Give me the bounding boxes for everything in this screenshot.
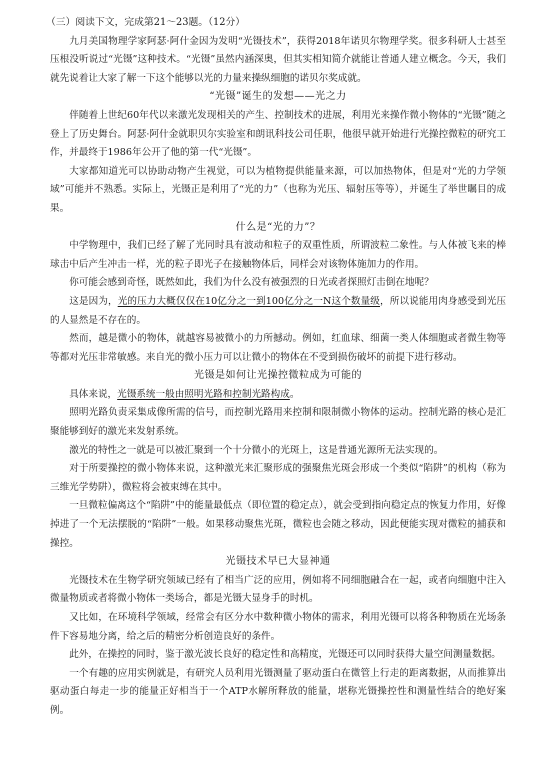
paragraph: 此外，在操控的同时，鉴于激光波长良好的稳定性和高精度，光镊还可以同时获得大量空间测量数据。 — [69, 649, 501, 661]
paragraph: 又比如，在环境科学领域，经常会有区分水中数种微小物体的需求，利用光镊可以将各种物质在光场条件下容易地分离，给之后的精密分析创造良好的条件。 — [50, 612, 506, 642]
paragraph — [50, 386, 506, 405]
paragraph: 光镊技术在生物学研究领域已经有了相当广泛的应用，例如将不同细胞融合在一起，或者向细胞中注入微量物质或者将微小物体一类场合，都是光镊大显身手的时机。 — [50, 574, 506, 605]
question-header: （三）阅读下文，完成第21～23题。（12分） — [46, 17, 246, 28]
paragraph: 照明光路负责采集成像所需的信号，而控制光路用来控制和限制微小物体的运动。控制光路的核心是汇聚能够到好的激光来发射系统。 — [50, 407, 506, 438]
section-heading: 光镊是如何让光操控微粒成为可能的 — [194, 370, 362, 382]
paragraph: 激光的特性之一就是可以被汇聚到一个十分微小的光斑上，这是普通光源所无法实现的。 — [69, 444, 444, 456]
paragraph: 然而，越是微小的物体，就越容易被微小的力所撼动。例如，红血球、细菌一类人体细胞或者微生物等等都对光压非常敏感。来自光的微小压力可以让微小的物体在不受到损伤破坏的前提下进行移动。 — [50, 333, 506, 363]
paragraph: 一旦微粒偏离这个“陷阱”中的能量最低点（即位置的稳定点），就会受到指向稳定点的恢复力作用，好像掉进了一个无法摆脱的“陷阱”一般。如果移动聚焦光斑，微粒也会随之移动，因此便能实现对微粒的捕获和操控。 — [50, 500, 506, 549]
section-heading: 光镊技术早已大显神通 — [225, 556, 331, 568]
paragraph: 中学物理中，我们已经了解了光同时具有波动和粒子的双重性质，所谓波粒二象性。与人体被飞来的棒球击中后产生冲击一样，光的粒子即光子在接触物体后，同样会对该物体施加力的作用。 — [50, 240, 506, 270]
underlined-text: 光镊系统一般由照明光路和控制光路构成 — [117, 388, 290, 400]
article-body — [50, 33, 506, 721]
paragraph-text: 这是因为， — [69, 295, 118, 307]
paragraph: 一个有趣的应用实例就是，有研究人员利用光镊测量了驱动蛋白在微管上行走的距离数据，从而推算出驱动蛋白每走一步的能量正好相当于一个ATP水解所释放的能量，堪称光镊操控性和测量性结合的绝好案例。 — [50, 667, 506, 716]
underlined-text: 光的压力大概仅仅在10亿分之一到100亿分之一N这个数量级 — [117, 295, 381, 307]
paragraph-text: 。 — [289, 388, 300, 400]
paragraph-text: 具体来说， — [69, 388, 118, 400]
paragraph: 你可能会感到奇怪，既然如此，我们为什么没有被强烈的日光或者探照灯击倒在地呢？ — [69, 277, 434, 289]
paragraph — [50, 293, 506, 330]
paragraph: 伴随着上世纪60年代以来激光发现相关的产生、控制技术的进展，利用光来操作微小物体的“光镊”随之登上了历史舞台。阿瑟·阿什金就职贝尔实验室和朗讯科技公司任职，他很早就开始进行光操控微粒的研究工作，并最终于1986年公开了他的第一代“光镊”。 — [50, 109, 506, 159]
section-heading: 什么是“光的力”？ — [235, 221, 321, 233]
section-heading: “光镊”诞生的发想——光之力 — [209, 91, 347, 103]
paragraph: 九月美国物理学家阿瑟·阿什金因为发明“光镊技术”，获得2018年诺贝尔物理学奖。很多科研人士甚至压根没听说过“光镊”这种技术。“光镊”虽然内涵深奥，但其实相知简介就能让普通人建立概念。今天，我们就先说着让大家了解一下这个能够以光的力量来操纵细胞的诺贝尔奖成就。 — [50, 35, 506, 84]
paragraph-text: ，所以说能用肉身感受到光压的人显然是不存在的。 — [50, 295, 507, 326]
paragraph: 对于所要操控的微小物体来说，这种激光来汇聚形成的强聚焦光斑会形成一个类似“陷阱”的机构（称为三维光学势阱），微粒将会被束缚在其中。 — [50, 463, 506, 493]
paragraph: 大家都知道光可以协助动物产生视觉，可以为植物提供能量来源，可以加热物体，但是对“光的力学领域”可能并不熟悉。实际上，光镊正是利用了“光的力”（也称为光压、辐射压等等），并诞生了举世瞩目的成果。 — [50, 165, 506, 214]
